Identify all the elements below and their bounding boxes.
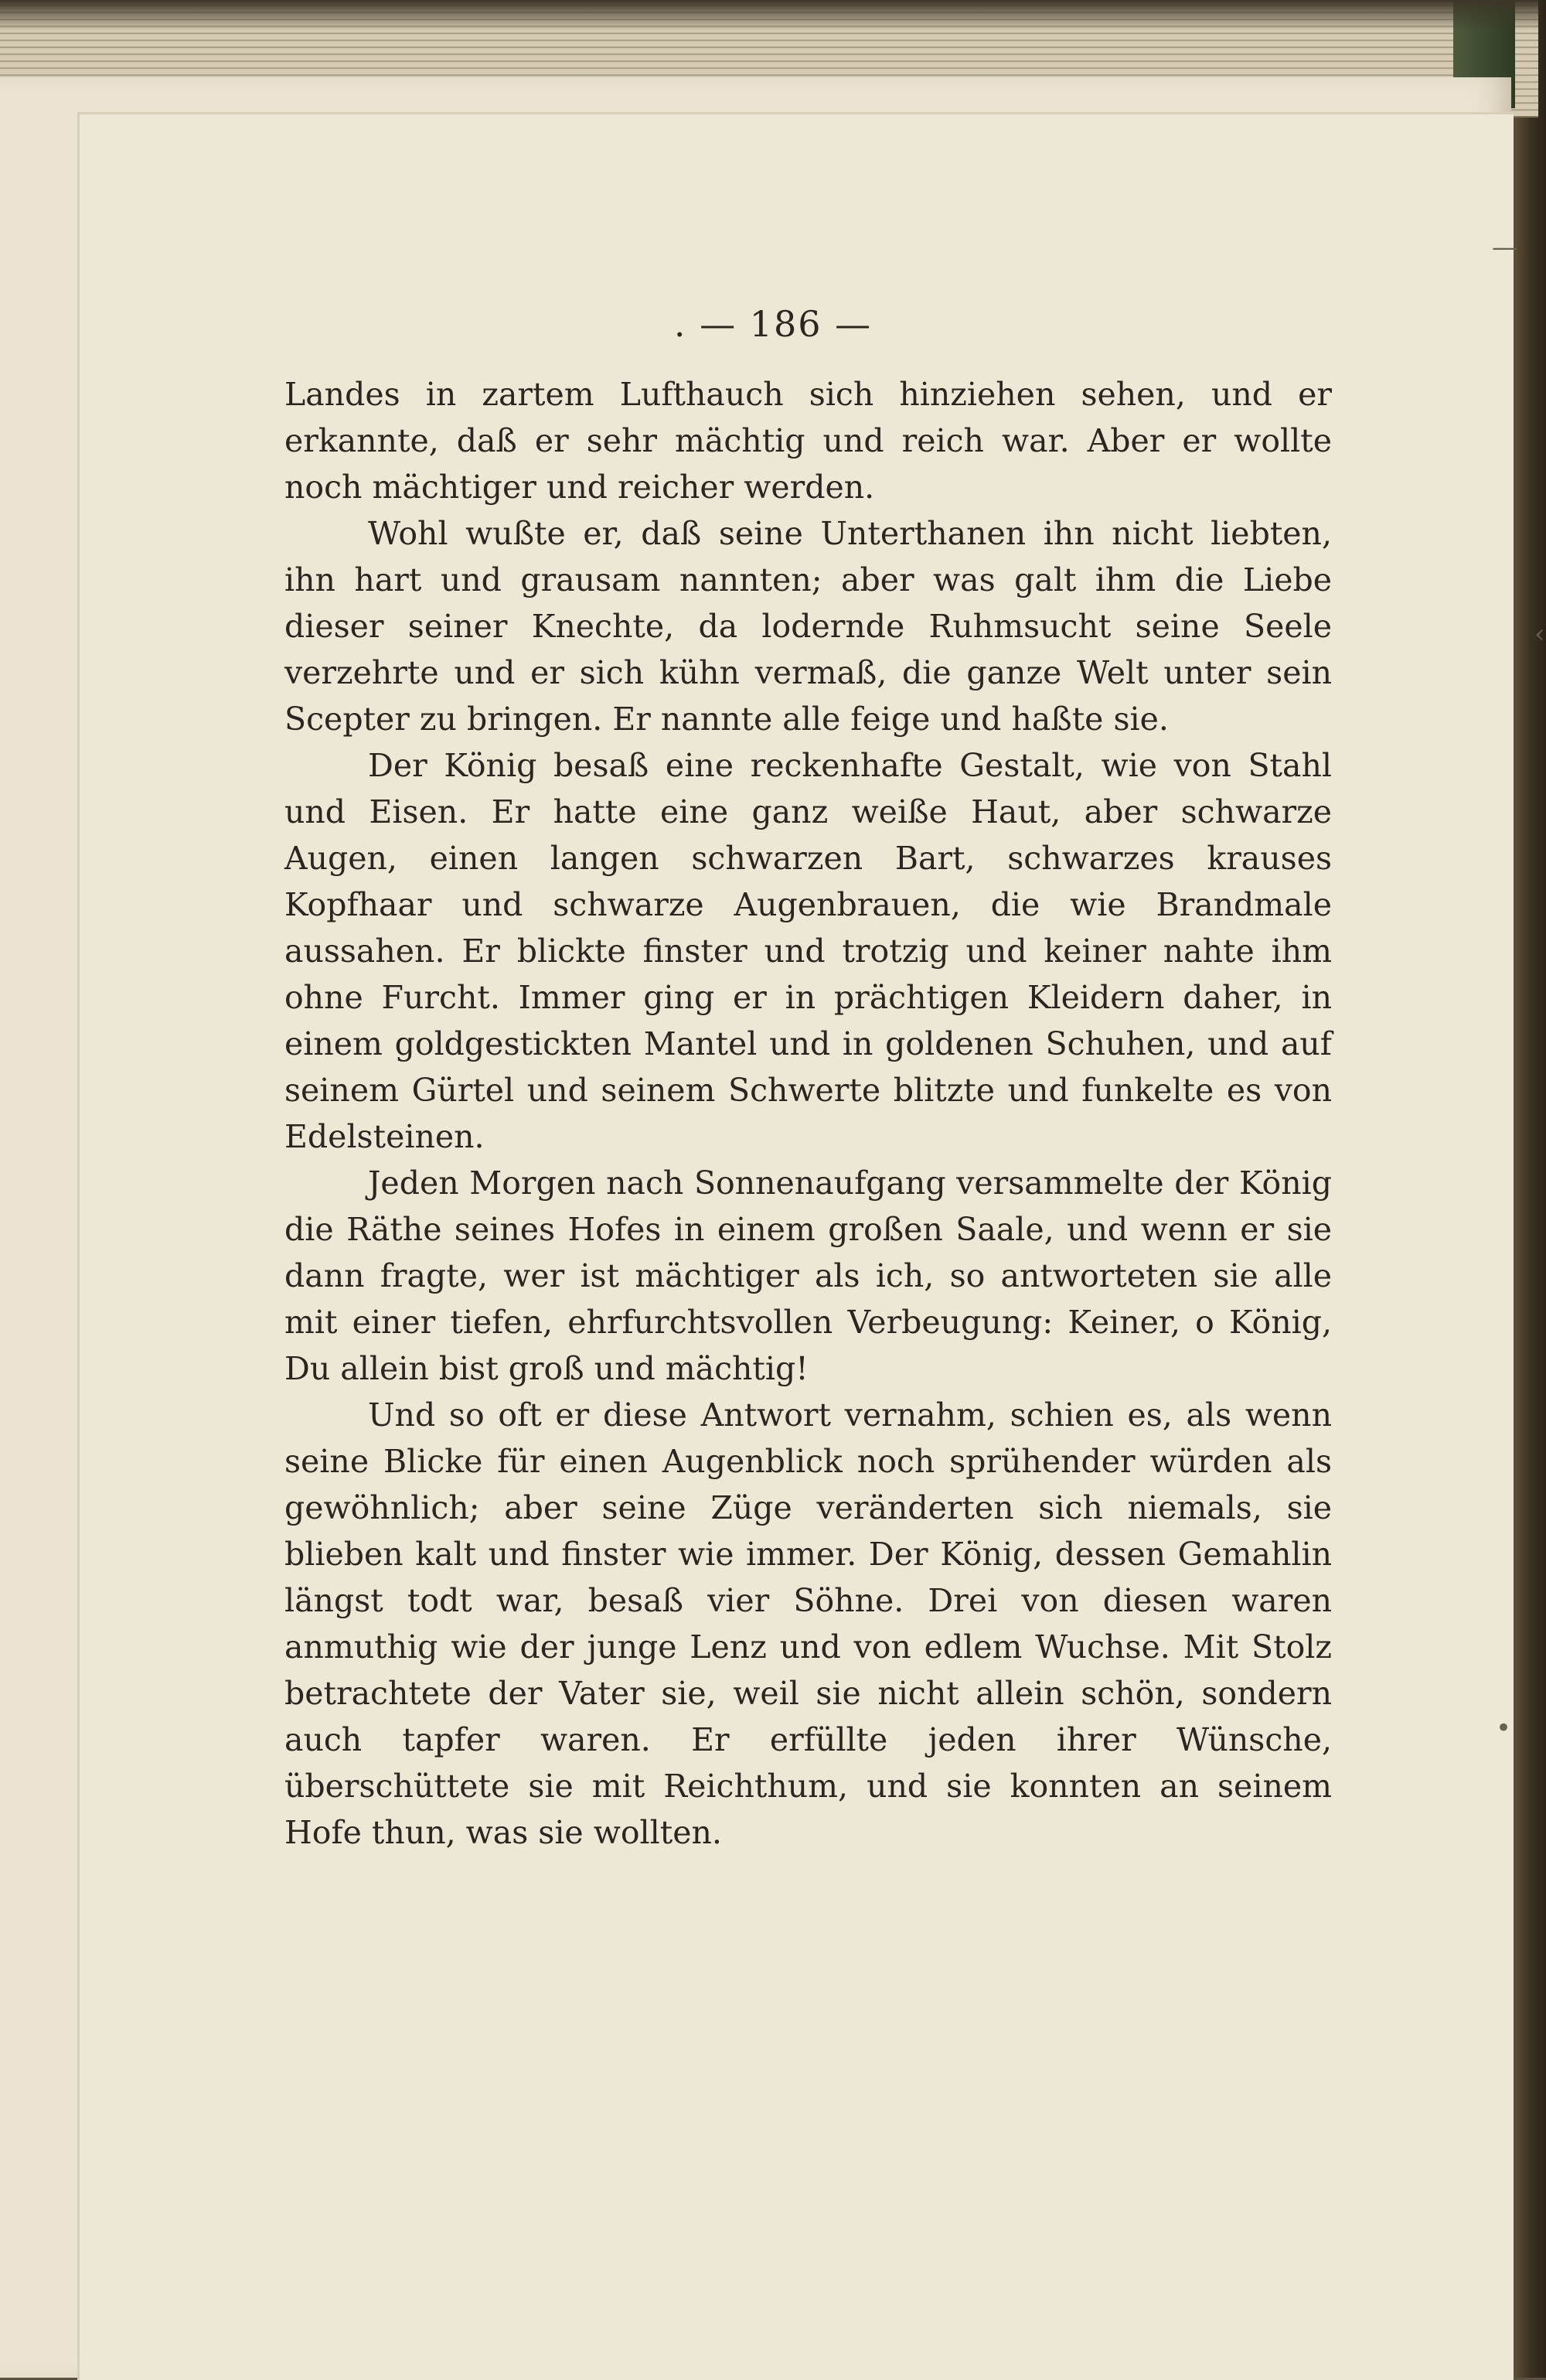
margin-mark: ‹ [1534,619,1545,650]
page-number: . — 186 — [673,303,873,345]
paragraph: Der König besaß eine reckenhafte Gestalt, wie von Stahl und Eisen. Er hatte eine ganz weiße Haut, aber schwarze Augen, einen langen schwarzen Bart, schwarzes krauses Kopfhaar und schwarze Augenbrauen, die wie Brandmale aussahen. Er blickte finster und trotzig und keiner nahte ihm ohne Furcht. Immer ging er in prächtigen Kleidern daher, in einem goldgestickten Mantel und in goldenen Schuhen, und auf seinem Gürtel und seinem Schwerte blitzte und funkelte es von Edelsteinen. [284,747,1332,1155]
body-text [284,371,1332,1856]
paragraph: Jeden Morgen nach Sonnenaufgang versammelte der König die Räthe seines Hofes in einem großen Saale, und wenn er sie dann fragte, wer ist mächtiger als ich, so antworteten sie alle mit einer tiefen, ehrfurchtsvollen Verbeugung: Keiner, o König, Du allein bist groß und mächtig! [284,1164,1332,1387]
margin-mark: • [1496,1713,1512,1744]
top-shadow [0,0,1538,31]
paragraph: Wohl wußte er, daß seine Unterthanen ihn nicht liebten, ihn hart und grausam nannten; aber was galt ihm die Liebe dieser seiner Knechte, da lodernde Ruhmsucht seine Seele verzehrte und er sich kühn vermaß, die ganze Welt unter sein Scepter zu bringen. Er nannte alle feige und haßte sie. [284,515,1332,738]
paragraph: Landes in zartem Lufthauch sich hinziehen sehen, und er erkannte, daß er sehr mächtig und reich war. Aber er wollte noch mächtiger und reicher werden. [284,376,1332,506]
margin-mark: — [1492,232,1518,263]
paragraph: Und so oft er diese Antwort vernahm, schien es, als wenn seine Blicke für einen Augenblick noch sprühender würden als gewöhnlich; aber seine Züge veränderten sich niemals, sie blieben kalt und finster wie immer. Der König, dessen Gemahlin längst todt war, besaß vier Söhne. Drei von diesen waren anmuthig wie der junge Lenz und von edlem Wuchse. Mit Stolz betrachtete der Vater sie, weil sie nicht allein schön, sondern auch tapfer waren. Er erfüllte jeden ihrer Wünsche, überschüttete sie mit Reichthum, und sie konnten an seinem Hofe thun, was sie wollten. [284,1396,1332,1851]
